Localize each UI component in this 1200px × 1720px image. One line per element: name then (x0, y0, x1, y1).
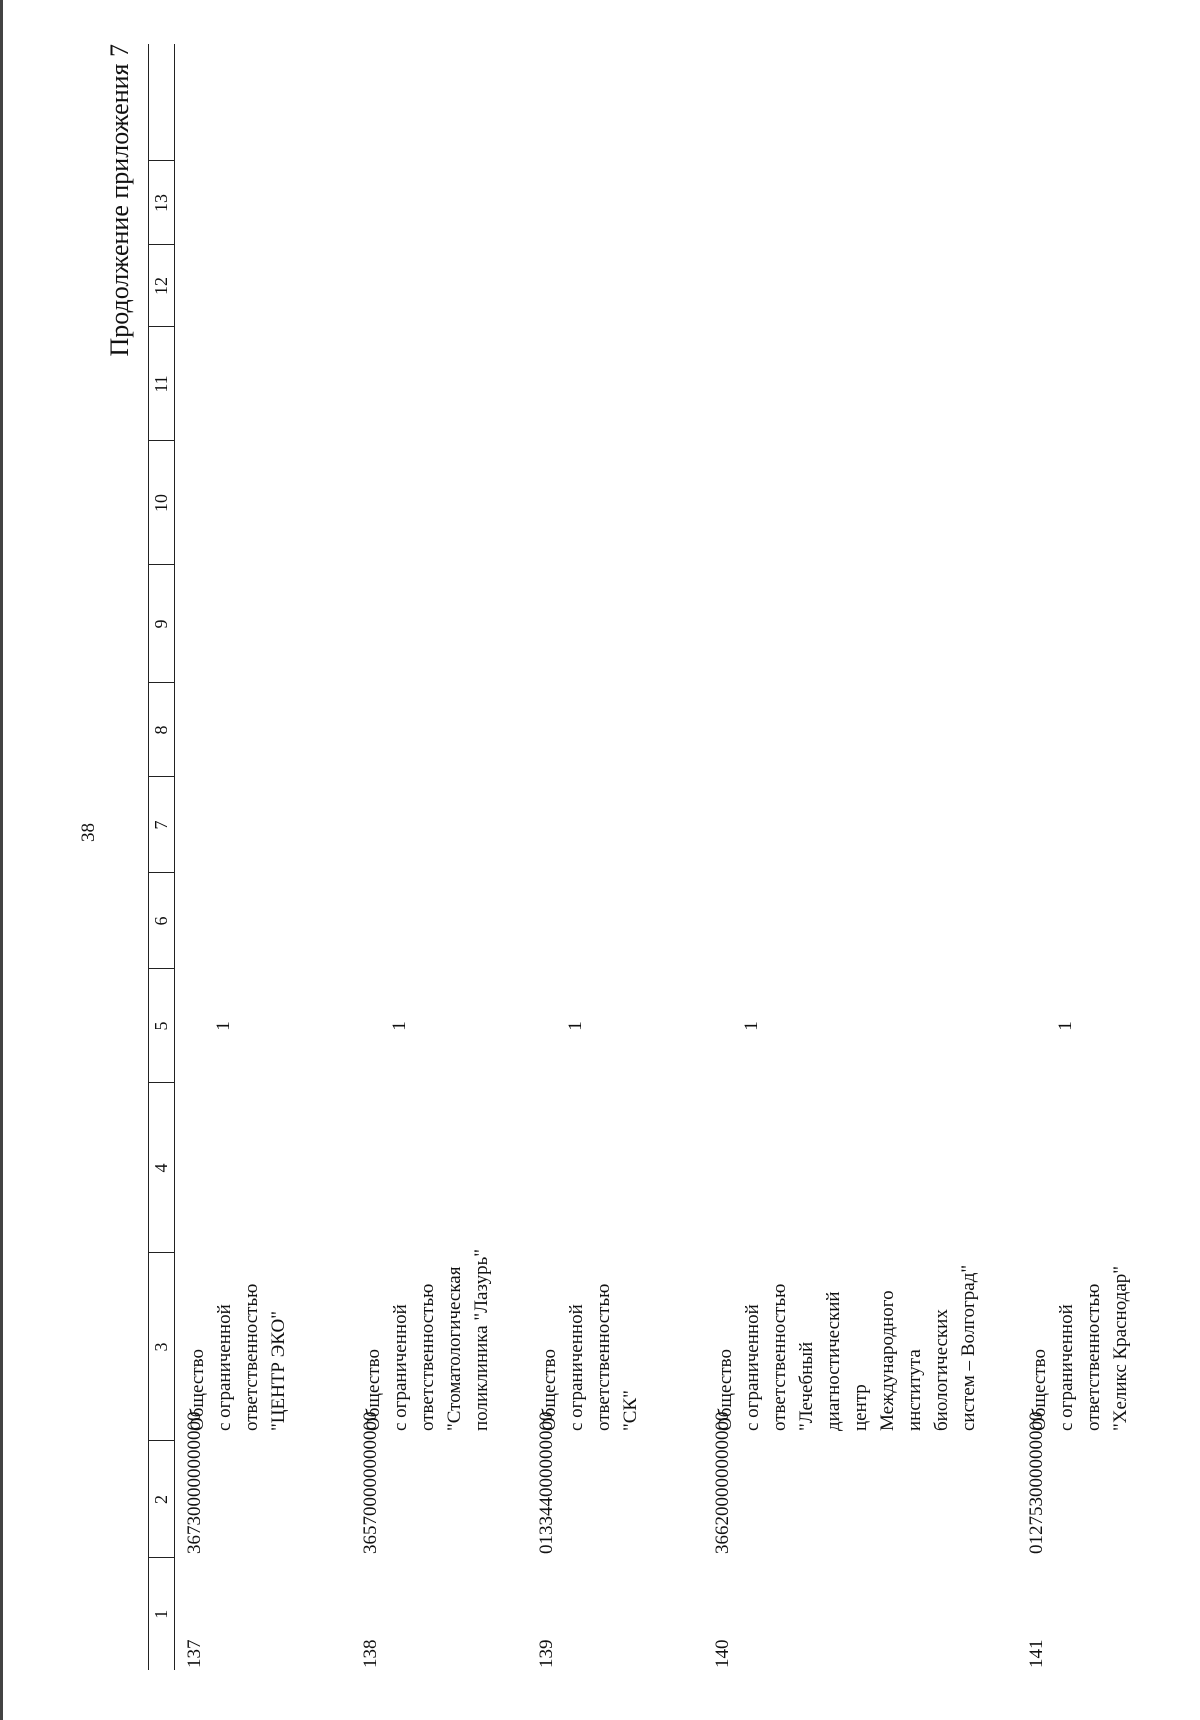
cell-col-7 (175, 777, 352, 873)
table-row (703, 44, 1017, 1670)
cell-col-8 (1017, 683, 1193, 777)
organization-name-line: с ограниченной (390, 1304, 411, 1431)
organization-name-line: института (904, 1349, 925, 1431)
header-col-13: 13 (149, 161, 175, 245)
cell-col-6 (351, 873, 527, 969)
header-col-8: 8 (149, 683, 175, 777)
organization-name-line: "ЦЕНТР ЭКО" (268, 1311, 289, 1431)
cell-col-12 (527, 245, 703, 327)
organization-name-line: Международного (877, 1290, 898, 1431)
cell-col-8 (175, 683, 352, 777)
cell-col-8 (703, 683, 1017, 777)
header-col-spacer (149, 44, 175, 161)
cell-col-4 (527, 1083, 703, 1253)
cell-col-10 (527, 441, 703, 565)
organization-name-line: ответственностью (769, 1283, 790, 1431)
cell-col-spacer (175, 44, 352, 161)
organization-name-line: "Хеликс Краснодар" (1110, 1265, 1131, 1431)
organization-name-line: биологических (931, 1309, 952, 1431)
organization-name-line: ответственностью (417, 1283, 438, 1431)
organization-name-line: Общество (539, 1348, 560, 1431)
row-number: 141 (1026, 1639, 1047, 1668)
row-organization-name (703, 1253, 1017, 1441)
organization-name-line: с ограниченной (214, 1304, 235, 1431)
header-col-6: 6 (149, 873, 175, 969)
table-row (175, 44, 352, 1670)
row-number: 137 (184, 1639, 205, 1668)
table-row (527, 44, 703, 1670)
organization-name-line: Общество (715, 1348, 736, 1431)
row-code: 013344000000000 (536, 1411, 557, 1554)
organization-name-line: систем – Волгоград" (958, 1264, 979, 1431)
header-col-7: 7 (149, 777, 175, 873)
cell-col-7 (351, 777, 527, 873)
cell-col-spacer (351, 44, 527, 161)
cell-col-12 (175, 245, 352, 327)
header-col-10: 10 (149, 441, 175, 565)
row-organization-name (351, 1248, 527, 1441)
table-body (175, 44, 1194, 1670)
row-code: 367300000000000 (184, 1411, 205, 1554)
cell-col-9 (175, 565, 352, 683)
header-col-2: 2 (149, 1441, 175, 1558)
cell-col-11 (527, 327, 703, 441)
header-col-5: 5 (149, 969, 175, 1083)
cell-col-7 (703, 777, 1017, 873)
cell-col-12 (1017, 245, 1193, 327)
organization-name-line: ответственностью (1083, 1283, 1104, 1431)
cell-col-spacer (703, 44, 1017, 161)
organization-name-line: "Стоматологическая (444, 1266, 465, 1431)
cell-col-11 (175, 327, 352, 441)
page-number: 38 (78, 823, 99, 842)
cell-col-8 (527, 683, 703, 777)
organization-name-line: диагностический (823, 1291, 844, 1431)
cell-col-13 (703, 161, 1017, 245)
organization-name-line: с ограниченной (742, 1304, 763, 1431)
header-row (149, 44, 175, 1670)
cell-col-9 (527, 565, 703, 683)
cell-col-6 (1017, 873, 1193, 969)
cell-col-10 (351, 441, 527, 565)
cell-col-13 (527, 161, 703, 245)
organization-name-line: "Лечебный (796, 1341, 817, 1431)
cell-col-6 (703, 873, 1017, 969)
cell-col-7 (527, 777, 703, 873)
cell-col-7 (1017, 777, 1193, 873)
row-code: 012753000000000 (1026, 1411, 1047, 1554)
cell-col-6 (527, 873, 703, 969)
header-col-9: 9 (149, 565, 175, 683)
organization-name-line: ответственностью (241, 1283, 262, 1431)
table-row (351, 44, 527, 1670)
cell-col-9 (703, 565, 1017, 683)
cell-col-9 (351, 565, 527, 683)
cell-col-11 (351, 327, 527, 441)
cell-col-13 (175, 161, 352, 245)
header-col-3: 3 (149, 1253, 175, 1441)
organization-name-line: Общество (187, 1348, 208, 1431)
row-organization-name (527, 1253, 703, 1441)
organization-name-line: с ограниченной (566, 1304, 587, 1431)
row-number: 138 (360, 1639, 381, 1668)
cell-col-5: 1 (389, 1021, 410, 1031)
organization-name-line: Общество (363, 1348, 384, 1431)
cell-col-4 (175, 1083, 352, 1253)
organization-name-line: "СК" (620, 1390, 641, 1431)
header-col-12: 12 (149, 245, 175, 327)
row-code: 366200000000000 (712, 1411, 733, 1554)
continuation-title: Продолжение приложения 7 (105, 44, 134, 357)
row-number: 139 (536, 1639, 557, 1668)
cell-col-5: 1 (741, 1021, 762, 1031)
cell-col-12 (703, 245, 1017, 327)
table-row (1017, 44, 1193, 1670)
cell-col-10 (1017, 441, 1193, 565)
header-col-11: 11 (149, 327, 175, 441)
cell-col-11 (1017, 327, 1193, 441)
cell-col-13 (1017, 161, 1193, 245)
cell-col-10 (703, 441, 1017, 565)
organization-name-line: поликлиника "Лазурь" (471, 1248, 492, 1431)
appendix-table (148, 44, 1193, 1670)
row-code: 365700000000000 (360, 1411, 381, 1554)
cell-col-spacer (527, 44, 703, 161)
cell-col-4 (351, 1083, 527, 1253)
row-number: 140 (712, 1639, 733, 1668)
cell-col-9 (1017, 565, 1193, 683)
cell-col-13 (351, 161, 527, 245)
cell-col-5: 1 (213, 1021, 234, 1031)
header-col-4: 4 (149, 1083, 175, 1253)
cell-col-5: 1 (1055, 1021, 1076, 1031)
organization-name-line: с ограниченной (1056, 1304, 1077, 1431)
cell-col-6 (175, 873, 352, 969)
organization-name-line: ответственностью (593, 1283, 614, 1431)
cell-col-4 (1017, 1083, 1193, 1253)
organization-name-line: центр (850, 1384, 871, 1431)
cell-col-4 (703, 1083, 1017, 1253)
cell-col-spacer (1017, 44, 1193, 161)
cell-col-10 (175, 441, 352, 565)
cell-col-8 (351, 683, 527, 777)
organization-name-line: Общество (1029, 1348, 1050, 1431)
cell-col-11 (703, 327, 1017, 441)
row-organization-name (175, 1253, 352, 1441)
cell-col-12 (351, 245, 527, 327)
cell-col-5: 1 (565, 1021, 586, 1031)
header-col-1: 1 (149, 1558, 175, 1670)
row-organization-name (1017, 1253, 1193, 1441)
